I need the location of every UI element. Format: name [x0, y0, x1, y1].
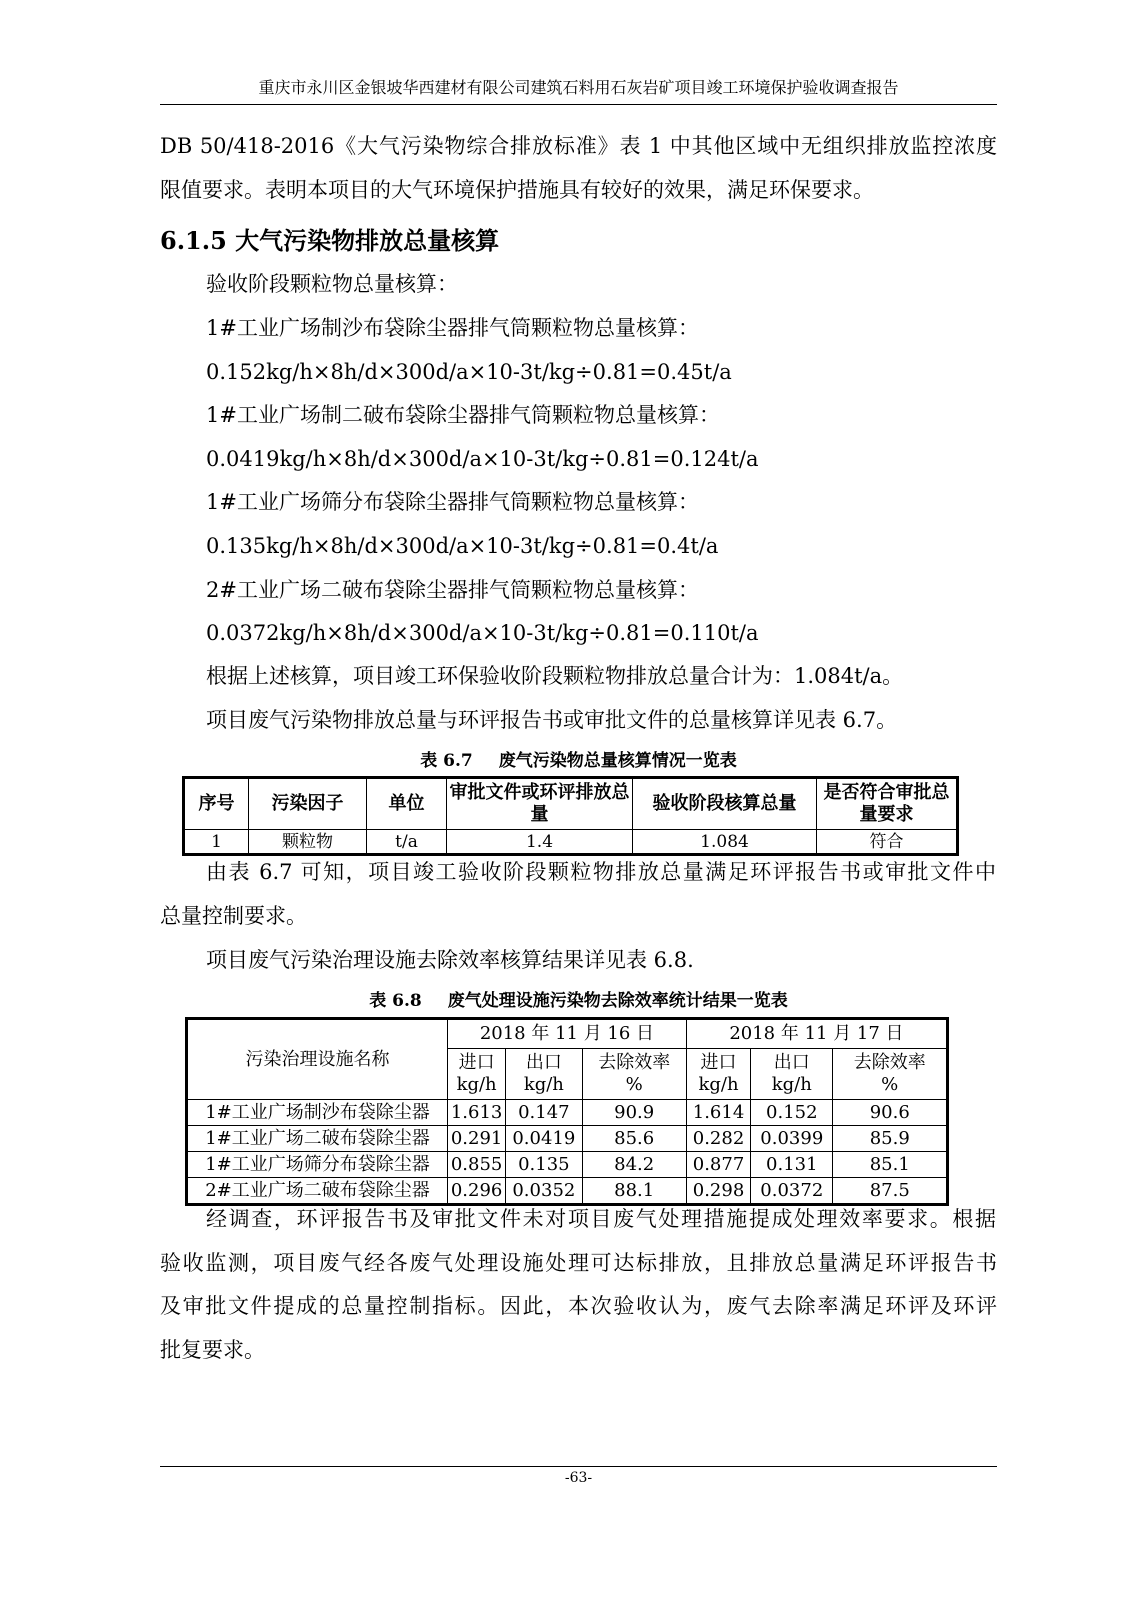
body-line: 总量控制要求。 — [160, 904, 307, 928]
cell: 颗粒物 — [249, 830, 367, 855]
table-6-8-caption — [160, 990, 997, 1012]
cell: 87.5 — [833, 1178, 948, 1205]
cell: 90.9 — [582, 1100, 686, 1126]
cell: 1.4 — [447, 830, 633, 855]
calc-line: 1#工业广场制沙布袋除尘器排气筒颗粒物总量核算： — [206, 316, 699, 340]
header-cell: 进口 kg/h — [686, 1049, 750, 1100]
cell: 0.135 — [506, 1152, 582, 1178]
header-cell: 序号 — [184, 778, 249, 830]
cell: t/a — [367, 830, 447, 855]
cell: 0.0399 — [751, 1126, 833, 1152]
cell: 0.0419 — [506, 1126, 582, 1152]
table-header-row — [187, 1019, 948, 1049]
header-cell: 是否符合审批总量要求 — [817, 778, 958, 830]
header-cell: 验收阶段核算总量 — [633, 778, 817, 830]
footer-rule — [160, 1466, 997, 1467]
calc-line: 2#工业广场二破布袋除尘器排气筒颗粒物总量核算： — [206, 578, 699, 602]
date-header: 2018 年 11 月 16 日 — [448, 1019, 687, 1049]
calc-line: 0.135kg/h×8h/d×300d/a×10-3t/kg÷0.81=0.4t/a — [206, 534, 719, 558]
page-header: 重庆市永川区金银坡华西建材有限公司建筑石料用石灰岩矿项目竣工环境保护验收调查报告 — [160, 78, 997, 105]
cell: 0.282 — [686, 1126, 750, 1152]
calc-line: 1#工业广场制二破布袋除尘器排气筒颗粒物总量核算： — [206, 403, 720, 427]
calc-line: 0.0419kg/h×8h/d×300d/a×10-3t/kg÷0.81=0.124t/a — [206, 447, 759, 471]
calc-line: 项目废气污染物排放总量与环评报告书或审批文件的总量核算详见表 6.7。 — [206, 708, 898, 732]
conclusion-line: 批复要求。 — [160, 1338, 265, 1362]
intro-line: 限值要求。表明本项目的大气环境保护措施具有较好的效果，满足环保要求。 — [160, 178, 874, 202]
cell: 1.613 — [448, 1100, 506, 1126]
conclusion-line: 验收监测，项目废气经各废气处理设施处理可达标排放，且排放总量满足环评报告书 — [160, 1251, 997, 1275]
header-cell: 单位 — [367, 778, 447, 830]
cell: 85.6 — [582, 1126, 686, 1152]
cell: 2#工业广场二破布袋除尘器 — [187, 1178, 448, 1205]
cell: 1.084 — [633, 830, 817, 855]
cell: 0.855 — [448, 1152, 506, 1178]
section-heading: 6.1.5 大气污染物排放总量核算 — [160, 226, 500, 255]
cell: 0.877 — [686, 1152, 750, 1178]
table-row — [187, 1152, 948, 1178]
table-6-7 — [182, 776, 959, 856]
calc-line: 1#工业广场筛分布袋除尘器排气筒颗粒物总量核算： — [206, 490, 699, 514]
table-row — [187, 1126, 948, 1152]
caption-number: 表 6.7 — [420, 751, 473, 771]
caption-title: 废气处理设施污染物去除效率统计结果一览表 — [447, 991, 788, 1011]
header-cell: 出口 kg/h — [506, 1049, 582, 1100]
header-cell: 污染治理设施名称 — [187, 1019, 448, 1100]
calc-line: 根据上述核算，项目竣工环保验收阶段颗粒物排放总量合计为：1.084t/a。 — [206, 664, 904, 688]
cell: 85.1 — [833, 1152, 948, 1178]
table-row — [187, 1178, 948, 1205]
cell: 符合 — [817, 830, 958, 855]
conclusion-line: 及审批文件提成的总量控制指标。因此，本次验收认为，废气去除率满足环评及环评 — [160, 1294, 997, 1318]
header-cell: 进口 kg/h — [448, 1049, 506, 1100]
calc-line: 0.152kg/h×8h/d×300d/a×10-3t/kg÷0.81=0.45t/a — [206, 360, 732, 384]
cell: 1#工业广场二破布袋除尘器 — [187, 1126, 448, 1152]
caption-number: 表 6.8 — [369, 991, 422, 1011]
conclusion-line: 经调查，环评报告书及审批文件未对项目废气处理措施提成处理效率要求。根据 — [206, 1207, 996, 1231]
cell: 1 — [184, 830, 249, 855]
cell: 88.1 — [582, 1178, 686, 1205]
header-cell: 去除效率 % — [582, 1049, 686, 1100]
cell: 84.2 — [582, 1152, 686, 1178]
caption-title: 废气污染物总量核算情况一览表 — [498, 751, 737, 771]
header-cell: 审批文件或环评排放总量 — [447, 778, 633, 830]
page-number: -63- — [564, 1470, 593, 1486]
calc-line: 0.0372kg/h×8h/d×300d/a×10-3t/kg÷0.81=0.110t/a — [206, 621, 759, 645]
body-line: 由表 6.7 可知，项目竣工验收阶段颗粒物排放总量满足环评报告书或审批文件中 — [206, 860, 996, 884]
table-header-row — [184, 778, 958, 830]
cell: 0.291 — [448, 1126, 506, 1152]
table-row — [184, 830, 958, 855]
cell: 0.147 — [506, 1100, 582, 1126]
header-cell: 污染因子 — [249, 778, 367, 830]
cell: 85.9 — [833, 1126, 948, 1152]
cell: 0.131 — [751, 1152, 833, 1178]
table-6-7-caption — [160, 750, 997, 772]
cell: 1.614 — [686, 1100, 750, 1126]
date-header: 2018 年 11 月 17 日 — [686, 1019, 947, 1049]
cell: 0.298 — [686, 1178, 750, 1205]
body-line: 项目废气污染治理设施去除效率核算结果详见表 6.8. — [206, 948, 694, 972]
cell: 0.296 — [448, 1178, 506, 1205]
cell: 0.0352 — [506, 1178, 582, 1205]
cell: 1#工业广场筛分布袋除尘器 — [187, 1152, 448, 1178]
header-cell: 去除效率 % — [833, 1049, 948, 1100]
cell: 0.152 — [751, 1100, 833, 1126]
calc-line: 验收阶段颗粒物总量核算： — [206, 272, 458, 296]
cell: 1#工业广场制沙布袋除尘器 — [187, 1100, 448, 1126]
table-row — [187, 1100, 948, 1126]
table-6-8 — [185, 1017, 949, 1206]
header-cell: 出口 kg/h — [751, 1049, 833, 1100]
cell: 0.0372 — [751, 1178, 833, 1205]
intro-line: DB 50/418-2016《大气污染物综合排放标准》表 1 中其他区域中无组织排放监控浓度 — [160, 134, 997, 158]
cell: 90.6 — [833, 1100, 948, 1126]
